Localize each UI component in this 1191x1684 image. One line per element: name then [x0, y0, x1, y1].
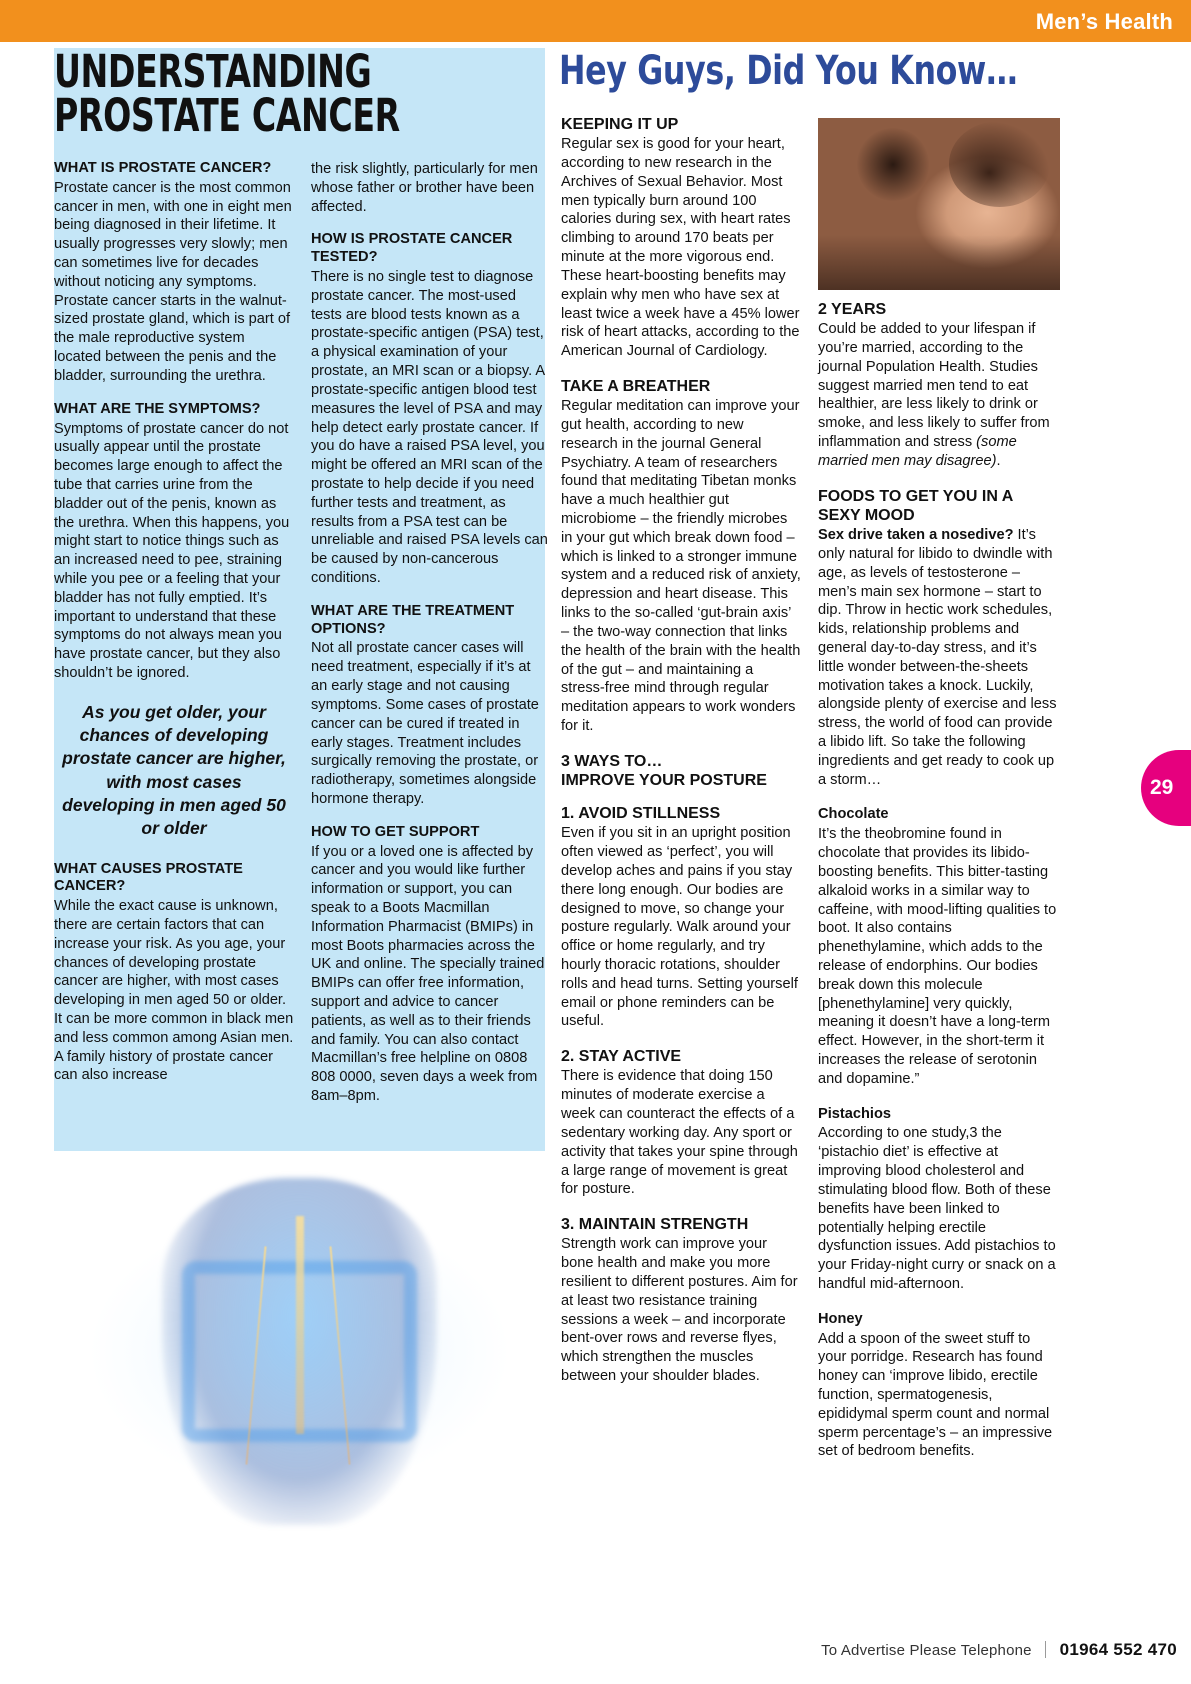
- body-causes-continued: the risk slightly, particularly for men whose father or brother have been affected.: [311, 161, 538, 215]
- pull-quote: As you get older, your chances of developing prostate cancer are higher, with most cases developing in men aged 50 or older: [62, 701, 286, 839]
- footer: [0, 1640, 1191, 1666]
- heading-3-ways-to: [561, 752, 801, 790]
- heading-take-a-breather: TAKE A BREATHER: [561, 377, 711, 395]
- body-chocolate: It’s the theobromine found in chocolate that provides its libido-boosting benefits. This bitter-tasting alkaloid works in a similar way to caffeine, with mood-lifting qualities to boot. It also contains phenethylamine, which adds to the release of endorphins. Our bodies break down this molecule [phenethylamine] very quickly, meaning it doesn’t have a long-term effect. However, in the short-term it increases the release of serotonin and dopamine.”: [818, 826, 1057, 1087]
- body-what-causes-prostate-cancer: While the exact cause is unknown, there are certain factors that can increase your risk. As you age, your chances of developing prostate cancer are higher, with most cases developing in men aged 50 or older. It can be more common in black men and less common among Asian men. A family history of prostate cancer can also increase: [54, 898, 294, 1084]
- left-article-column-2: [311, 160, 549, 1121]
- body-stay-active: There is evidence that doing 150 minutes of moderate exercise a week can counteract the effects of a sedentary working day. Any sport or activity that takes your spine through a large range of movement is great for posture.: [561, 1068, 798, 1198]
- body-treatment-options: Not all prostate cancer cases will need treatment, especially if it’s at an early stage and not causing symptoms. Some cases of prostate cancer can be cured if treated in early stages. Treatment includes surgically removing the prostate, or radiotherapy, sometimes alongside hormone therapy.: [311, 640, 539, 807]
- couple-embracing-photo: [818, 118, 1060, 290]
- body-keeping-it-up: Regular sex is good for your heart, according to new research in the Archives of Sexual Behavior. Most men typically burn around 100 calories during sex, with heart rates climbing to around 170 beats per minute at the more vigorous end. These heart-boosting benefits may explain why men who have sex at least twice a week have a 45% lower risk of heart attacks, according to the American Journal of Cardiology.: [561, 136, 800, 360]
- body-2-years-italic: (some married men may disagree): [818, 434, 1017, 469]
- headline-line-1: UNDERSTANDING: [54, 45, 372, 98]
- heading-how-to-get-support: HOW TO GET SUPPORT: [311, 823, 480, 840]
- body-2-years-end: .: [996, 452, 1001, 469]
- page-number-badge: [1141, 750, 1191, 826]
- left-article-column-1: [54, 160, 294, 1085]
- body-foods-intro-rest: It’s only natural for libido to dwindle with age, as levels of testosterone – men’s main sex hormone – start to dip. Throw in hectic work schedules, kids, relationship problems and general day-to-day stress, and it’s little wonder between-the-sheets motivation takes a knock. Luckily, alongside plenty of exercise and less stress, the world of food can provide a libido lift. So take the following ingredients and get ready to cook up a storm…: [818, 527, 1057, 788]
- body-take-a-breather: Regular meditation can improve your gut health, according to new research in the journal General Psychiatry. A team of researchers found that meditating Tibetan monks have a much healthier gut microbiome – the friendly microbes in your gut which break down food – which is linked to a stronger immune system and a reduced risk of anxiety, depression and heart disease. This links to the so-called ‘gut-brain axis’ – the two-way connection that links the health of the brain with the health of the gut – and maintaining a stress-free mind through regular meditation appears to work wonders for it.: [561, 398, 801, 734]
- heading-foods-line-1: FOODS TO GET YOU IN A: [818, 487, 1014, 505]
- body-avoid-stillness: Even if you sit in an upright position often viewed as ‘perfect’, you will develop aches and pains if you stay there long enough. Our bodies are designed to move, so change your posture regularly. Walk around your office or home regularly, and try hourly thoracic rotations, shoulder rolls and head turns. Setting yourself email or phone reminders can be useful.: [561, 825, 798, 1030]
- body-foods-intro: [818, 526, 1058, 789]
- heading-what-causes-prostate-cancer: WHAT CAUSES PROSTATE CANCER?: [54, 860, 243, 895]
- left-article-headline: [54, 45, 464, 143]
- heading-avoid-stillness: 1. AVOID STILLNESS: [561, 805, 721, 823]
- image-glow-overlay: [54, 1163, 545, 1540]
- heading-stay-active: 2. STAY ACTIVE: [561, 1048, 682, 1066]
- body-how-to-get-support: If you or a loved one is affected by cancer and you would like further information or support, you can speak to a Boots Macmillan Information Pharmacist (BMIPs) in most Boots pharmacies across the UK and online. The specially trained BMIPs can offer free information, support and advice to cancer patients, as well as to their friends and family. You can also contact Macmillan’s free helpline on 0808 808 0000, seven days a week from 8am–8pm.: [311, 843, 545, 1105]
- heading-keeping-it-up: KEEPING IT UP: [561, 116, 679, 133]
- heading-3-ways-line-1: 3 WAYS TO…: [561, 752, 663, 770]
- right-article-column-2: [818, 300, 1058, 1477]
- heading-treatment-options: WHAT ARE THE TREATMENT OPTIONS?: [311, 602, 515, 637]
- body-maintain-strength: Strength work can improve your bone health and make you more resilient to different postures. Aim for at least two resistance training sessions a week – and incorporate bent-over rows and reverse flyes, which strengthen the muscles between your shoulder blades.: [561, 1236, 798, 1384]
- heading-what-are-the-symptoms: WHAT ARE THE SYMPTOMS?: [54, 400, 261, 417]
- heading-foods-line-2: SEXY MOOD: [818, 506, 915, 524]
- body-2-years: [818, 320, 1058, 471]
- body-2-years-plain: Could be added to your lifespan if you’re married, according to the journal Population Health. Studies suggest married men tend to eat healthier, are less likely to drink or smoke, and less likely to suffer from inflammation and stress: [818, 321, 1050, 451]
- page-number: 29: [1150, 776, 1174, 799]
- heading-maintain-strength: 3. MAINTAIN STRENGTH: [561, 1216, 749, 1234]
- headline-line-2: PROSTATE CANCER: [54, 89, 400, 143]
- body-honey: Add a spoon of the sweet stuff to your porridge. Research has found honey can ‘improve libido, erectile function, spermatogenesis, epididymal sperm count and normal sperm percentage’s – an impressive set of bedroom benefits.: [818, 1330, 1053, 1460]
- top-banner: [0, 0, 1191, 42]
- right-article-headline: Hey Guys, Did You Know…: [559, 48, 1018, 94]
- heading-2-years: 2 YEARS: [818, 301, 887, 318]
- heading-pistachios: Pistachios: [818, 1105, 891, 1122]
- advertise-label: To Advertise Please Telephone: [821, 1642, 1032, 1659]
- photo-figure-right: [949, 121, 1051, 207]
- section-title: Men’s Health: [1035, 9, 1173, 34]
- body-what-is-prostate-cancer: Prostate cancer is the most common cancer in men, with one in eight men being diagnosed in their lifetime. It usually progresses very slowly; men can sometimes live for decades without noticing any symptoms. Prostate cancer starts in the walnut-sized prostate gland, which is part of the male reproductive system located between the penis and the bladder, surrounding the urethra.: [54, 179, 292, 384]
- photo-bottom-shadow: [818, 235, 1060, 290]
- heading-what-is-prostate-cancer: WHAT IS PROSTATE CANCER?: [54, 160, 272, 176]
- prostate-anatomy-illustration: [54, 1163, 545, 1540]
- heading-honey: Honey: [818, 1310, 863, 1327]
- body-what-are-the-symptoms: Symptoms of prostate cancer do not usually appear until the prostate becomes large enough to affect the tube that carries urine from the bladder out of the penis, known as the urethra. When this happens, you might start to notice things such as an increased need to pee, straining while you pee or a feeling that your bladder has not fully emptied. It’s important to understand that these symptoms do not always mean you have prostate cancer, but they also shouldn’t be ignored.: [54, 420, 290, 682]
- photo-figure-left: [857, 128, 930, 200]
- heading-3-ways-line-2: IMPROVE YOUR POSTURE: [561, 771, 767, 789]
- heading-foods-sexy-mood: [818, 487, 1058, 525]
- body-pistachios: According to one study,3 the ‘pistachio diet’ is effective at improving blood cholesterol and stimulating blood flow. Both of these benefits have been linked to potentially helping erectile dysfunction issues. Add pistachios to your Friday-night curry or snack on a handful mid-afternoon.: [818, 1125, 1056, 1292]
- heading-chocolate: Chocolate: [818, 806, 889, 823]
- right-article-column-1: [561, 115, 801, 1402]
- body-foods-lead-in: Sex drive taken a nosedive?: [818, 527, 1014, 544]
- advertise-phone-number: 01964 552 470: [1059, 1640, 1177, 1659]
- body-how-is-prostate-cancer-tested: There is no single test to diagnose prostate cancer. The most-used tests are blood tests known as a prostate-specific antigen (PSA) test, a physical examination of your prostate, an MRI scan or a biopsy. A prostate-specific antigen blood test measures the level of PSA and may help detect early prostate cancer. If you do have a raised PSA level, you might be offered an MRI scan of the prostate to help decide if you need further tests and treatment, as results from a PSA test can be unreliable and raised PSA levels can be caused by non-cancerous conditions.: [311, 269, 548, 587]
- heading-how-is-prostate-cancer-tested: HOW IS PROSTATE CANCER TESTED?: [311, 231, 513, 266]
- footer-divider: [1045, 1641, 1046, 1658]
